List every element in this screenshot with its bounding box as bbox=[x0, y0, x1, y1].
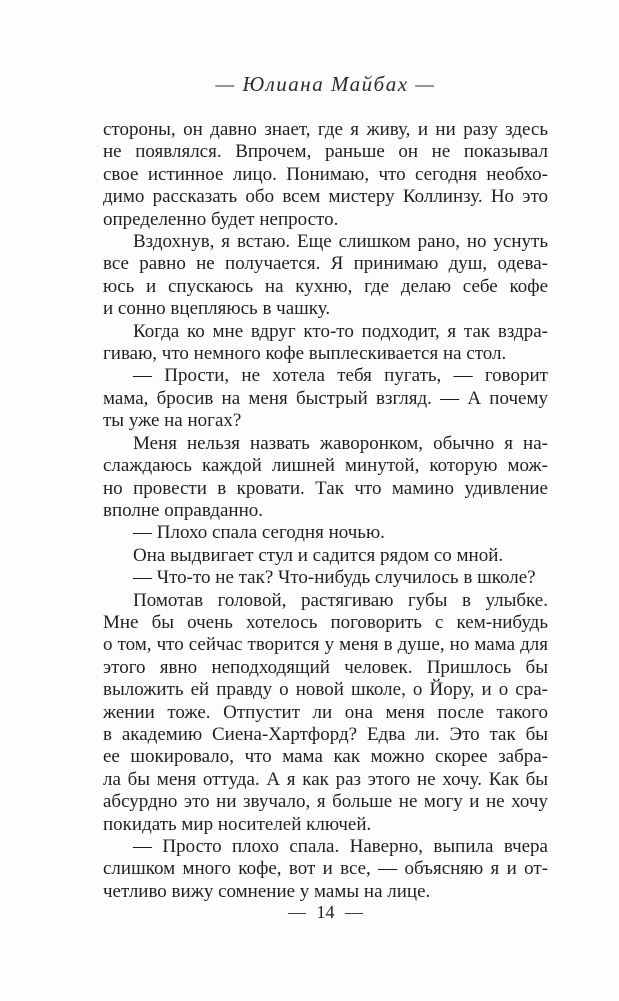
text-line: слишком много кофе, вот и все, — объясняю я и от- bbox=[103, 858, 548, 880]
text-line: не появлялся. Впрочем, раньше он не показывал bbox=[103, 141, 548, 163]
text-line: Когда ко мне вдруг кто-то подходит, я так вздра- bbox=[133, 320, 548, 342]
text-line: выложить ей правду о новой школе, о Йору, и о сра- bbox=[103, 679, 548, 701]
text-line: ее шокировало, что мама как можно скорее забра- bbox=[103, 746, 548, 768]
text-line: — Плохо спала сегодня ночью. bbox=[133, 522, 385, 544]
text-line: Вздохнув, я встаю. Еще слишком рано, но уснуть bbox=[133, 231, 548, 253]
text-line: стороны, он давно знает, где я живу, и ни разу здесь bbox=[103, 119, 548, 140]
text-line: и сонно вцепляюсь в чашку. bbox=[103, 298, 331, 320]
text-line: в академию Сиена-Хартфорд? Едва ли. Это так бы bbox=[103, 723, 548, 745]
text-block bbox=[103, 119, 548, 903]
text-line: Она выдвигает стул и садится рядом со мной. bbox=[133, 544, 504, 566]
text-line: все равно не получается. Я принимаю душ, одева- bbox=[103, 253, 548, 275]
text-line: свое истинное лицо. Понимаю, что сегодня необхо- bbox=[103, 163, 548, 185]
text-line: четливо вижу сомнение у мамы на лице. bbox=[103, 880, 431, 902]
text-line: юсь и спускаюсь на кухню, где делаю себе кофе bbox=[103, 275, 548, 297]
text-line: определенно будет непросто. bbox=[103, 208, 339, 230]
page-number: — 14 — bbox=[288, 902, 363, 922]
text-line: но провести в кровати. Так что мамино удивление bbox=[103, 477, 548, 499]
text-line: абсурдно это ни звучало, я больше не могу и не хочу bbox=[103, 791, 548, 813]
text-line: ты уже на ногах? bbox=[103, 410, 242, 432]
text-line: гиваю, что немного кофе выплескивается на стол. bbox=[103, 343, 507, 365]
text-line: — Что-то не так? Что-нибудь случилось в школе? bbox=[133, 567, 536, 589]
text-line: Мне бы очень хотелось поговорить с кем-нибудь bbox=[103, 611, 548, 633]
text-line: жении тоже. Отпустит ли она меня после такого bbox=[103, 701, 548, 723]
text-line: покидать мир носителей ключей. bbox=[103, 813, 372, 835]
text-line: вполне оправданно. bbox=[103, 499, 264, 521]
text-line: этого явно неподходящий человек. Пришлось бы bbox=[103, 656, 548, 678]
text-line: — Просто плохо спала. Наверно, выпила вчера bbox=[133, 836, 548, 857]
text-line: о том, что сейчас творится у меня в душе, но мама для bbox=[103, 634, 548, 656]
running-header: — Юлиана Майбах — bbox=[215, 72, 436, 96]
text-line: — Прости, не хотела тебя пугать, — говорит bbox=[133, 365, 548, 387]
text-line: Помотав головой, растягиваю губы в улыбке. bbox=[133, 589, 548, 611]
text-line: слаждаюсь каждой лишней минутой, которую мож- bbox=[103, 455, 548, 477]
text-line: димо рассказать обо всем мистеру Коллинзу. Но это bbox=[103, 186, 548, 208]
text-line: мама, бросив на меня быстрый взгляд. — А почему bbox=[103, 387, 548, 409]
text-line: Меня нельзя назвать жаворонком, обычно я на- bbox=[133, 432, 548, 454]
text-line: ла бы меня оттуда. А я как раз этого не хочу. Как бы bbox=[103, 768, 548, 790]
